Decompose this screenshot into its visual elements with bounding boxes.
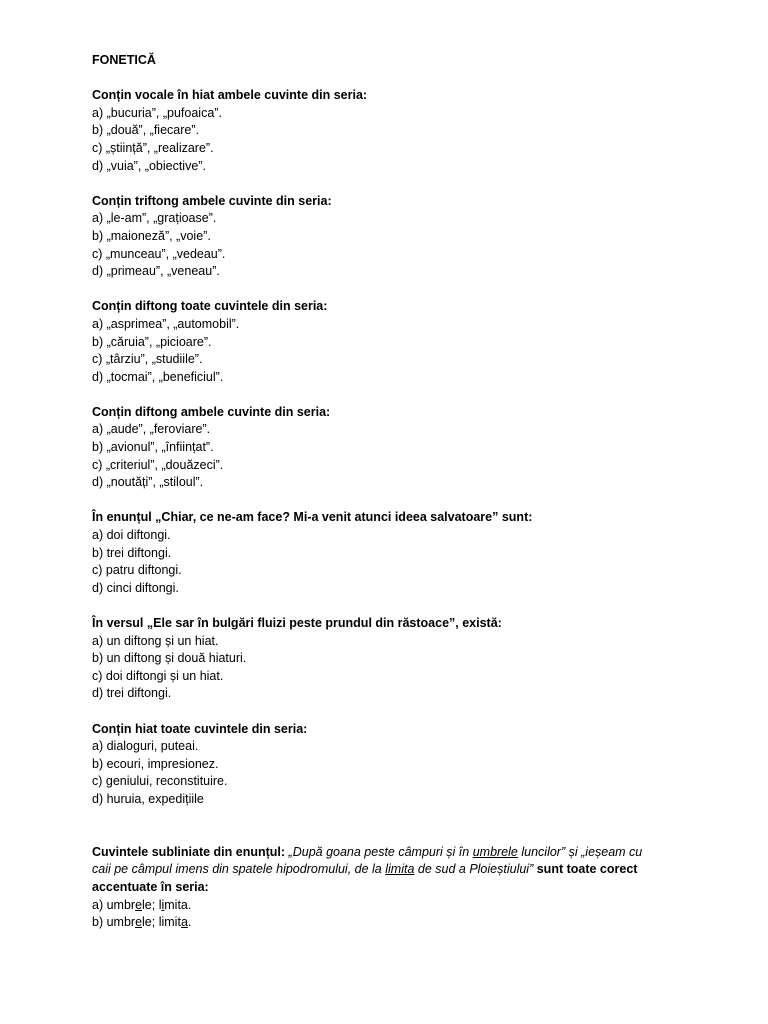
quote-text: caii pe câmpul imens din spatele hipodromului, de la — [92, 862, 382, 877]
answer-option: a) „le-am”, „grațioase”. — [92, 211, 217, 226]
answer-option: a) doi diftongi. — [92, 528, 171, 543]
answer-option: d) „noutăți”, „stiloul”. — [92, 475, 204, 490]
answer-option: b) „avionul”, „înființat”. — [92, 440, 214, 455]
answer-option: b) trei diftongi. — [92, 545, 172, 560]
answer-option: b) „maioneză”, „voie”. — [92, 228, 211, 243]
question-lead: Cuvintele subliniate din enunțul: — [92, 844, 286, 859]
question-tail: accentuate în seria: — [92, 879, 209, 894]
answer-option: b) „căruia”, „picioare”. — [92, 334, 212, 349]
question-prompt: Conțin vocale în hiat ambele cuvinte din seria: — [92, 88, 368, 103]
quote-text: „ieșeam cu — [581, 844, 643, 859]
answer-option: d) „primeau”, „veneau”. — [92, 264, 220, 279]
answer-option: a) un diftong și un hiat. — [92, 633, 219, 648]
question-prompt: Conțin triftong ambele cuvinte din seria: — [92, 193, 332, 208]
answer-option: a) umbrele; limita. — [92, 897, 192, 912]
answer-option: d) trei diftongi. — [92, 686, 172, 701]
question-tail: sunt toate corect — [536, 862, 638, 877]
answer-option: a) „bucuria”, „pufoaica”. — [92, 105, 222, 120]
quote-text: de sud a Ploieștiului” — [417, 862, 534, 877]
question-block — [92, 844, 672, 932]
question-block — [92, 615, 672, 703]
answer-option: d) huruia, expedițiile — [92, 791, 204, 806]
question-block — [92, 298, 672, 386]
answer-option: c) „munceau”, „vedeau”. — [92, 246, 226, 261]
question-block — [92, 87, 672, 175]
underlined-word: umbrele — [472, 844, 518, 859]
answer-option: c) „criteriul”, „douăzeci”. — [92, 457, 224, 472]
answer-option: c) „știință”, „realizare”. — [92, 140, 214, 155]
question-block — [92, 193, 672, 281]
answer-option: c) geniului, reconstituire. — [92, 774, 228, 789]
question-block — [92, 721, 672, 809]
connector-text: și — [568, 844, 578, 859]
answer-option: d) „tocmai”, „beneficiul”. — [92, 369, 224, 384]
question-prompt: În versul „Ele sar în bulgări fluizi peste prundul din răstoace”, există: — [92, 616, 502, 630]
answer-option: b) un diftong și două hiaturi. — [92, 651, 247, 666]
question-prompt — [92, 844, 672, 897]
answer-option: a) „asprimea”, „automobil”. — [92, 316, 240, 331]
answer-option: c) doi diftongi și un hiat. — [92, 668, 224, 683]
underlined-word: limita — [385, 862, 415, 877]
question-prompt: Conțin diftong ambele cuvinte din seria: — [92, 404, 331, 419]
answer-option: d) cinci diftongi. — [92, 580, 179, 595]
answer-option: c) „târziu”, „studiile”. — [92, 352, 203, 367]
quote-text: „După goana peste câmpuri și în — [288, 844, 470, 859]
question-prompt: Conțin diftong toate cuvintele din seria: — [92, 299, 328, 314]
quote-text: luncilor” — [521, 844, 566, 859]
question-prompt: Conțin hiat toate cuvintele din seria: — [92, 721, 308, 736]
document-body — [92, 52, 672, 932]
answer-option: b) „două”, „fiecare”. — [92, 123, 199, 138]
page-title: FONETICĂ — [92, 53, 156, 67]
answer-option: b) umbrele; limita. — [92, 915, 192, 930]
question-prompt: În enunțul „Chiar, ce ne-am face? Mi-a venit atunci ideea salvatoare” sunt: — [92, 510, 533, 525]
question-block — [92, 509, 672, 597]
answer-option: d) „vuia”, „obiective”. — [92, 158, 206, 173]
answer-option: a) dialoguri, puteai. — [92, 739, 199, 754]
answer-option: c) patru diftongi. — [92, 563, 182, 578]
answer-option: a) „aude”, „feroviare”. — [92, 422, 211, 437]
answer-option: b) ecouri, impresionez. — [92, 756, 219, 771]
question-block — [92, 404, 672, 492]
